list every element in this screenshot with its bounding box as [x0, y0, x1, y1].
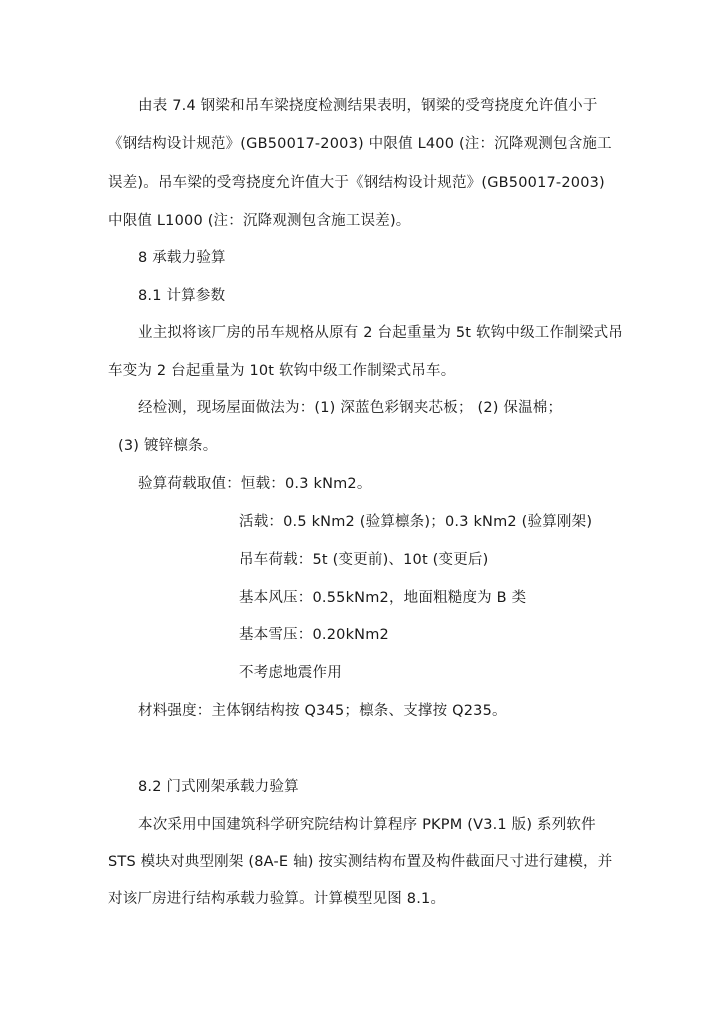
load-line: 基本风压：0.55kNm2，地面粗糙度为 B 类 — [239, 590, 527, 606]
load-line: 验算荷载取值：恒载：0.3 kNm2。 — [138, 476, 372, 492]
paragraph-line: 由表 7.4 钢梁和吊车梁挠度检测结果表明，钢梁的受弯挠度允许值小于 — [138, 98, 598, 114]
paragraph-line: 误差)。吊车梁的受弯挠度允许值大于《钢结构设计规范》(GB50017-2003) — [108, 175, 605, 191]
paragraph-line: 本次采用中国建筑科学研究院结构计算程序 PKPM (V3.1 版) 系列软件 — [138, 817, 596, 833]
load-line: 基本雪压：0.20kNm2 — [239, 627, 389, 643]
paragraph-line: 对该厂房进行结构承载力验算。计算模型见图 8.1。 — [108, 891, 446, 907]
load-line: 不考虑地震作用 — [239, 665, 342, 681]
load-line: 吊车荷载：5t (变更前)、10t (变更后) — [239, 552, 489, 568]
paragraph-line: 车变为 2 台起重量为 10t 软钩中级工作制梁式吊车。 — [108, 363, 456, 379]
load-line: 活载：0.5 kNm2 (验算檩条)；0.3 kNm2 (验算刚架) — [239, 514, 593, 530]
paragraph-line: STS 模块对典型刚架 (8A-E 轴) 按实测结构布置及构件截面尺寸进行建模，并 — [108, 854, 613, 870]
paragraph-line: 中限值 L1000 (注：沉降观测包含施工误差)。 — [108, 213, 411, 229]
paragraph-line: 《钢结构设计规范》(GB50017-2003) 中限值 L400 (注：沉降观测包含施工 — [108, 136, 612, 152]
paragraph-line: (3) 镀锌檩条。 — [118, 438, 218, 454]
subsection-heading: 8.1 计算参数 — [138, 288, 226, 304]
materials-line: 材料强度：主体钢结构按 Q345；檩条、支撑按 Q235。 — [138, 703, 507, 719]
subsection-heading: 8.2 门式刚架承载力验算 — [138, 779, 299, 795]
paragraph-line: 经检测，现场屋面做法为：(1) 深蓝色彩钢夹芯板； (2) 保温棉； — [138, 400, 563, 416]
paragraph-line: 业主拟将该厂房的吊车规格从原有 2 台起重量为 5t 软钩中级工作制梁式吊 — [138, 325, 623, 341]
section-heading: 8 承载力验算 — [138, 250, 226, 266]
